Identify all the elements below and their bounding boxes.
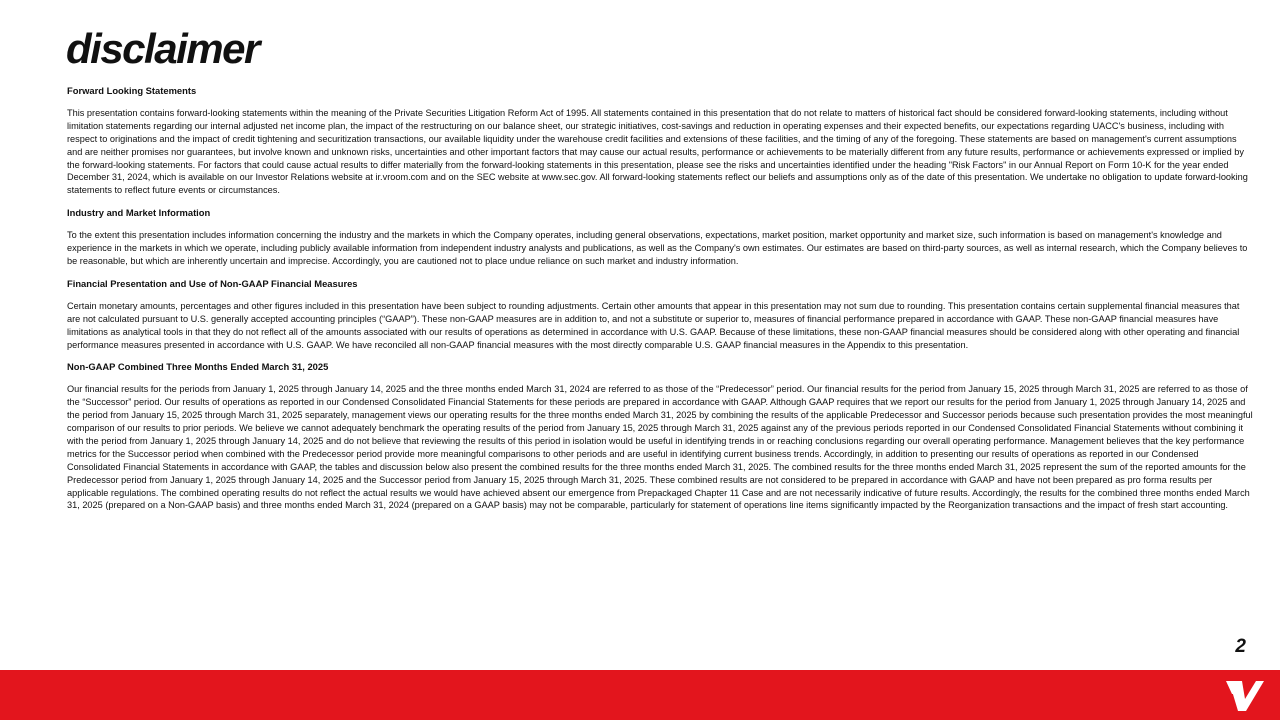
section-non-gaap-combined bbox=[67, 361, 1253, 512]
section-body: This presentation contains forward-looking statements within the meaning of the Private Securities Litigation Reform Act of 1995. All statements contained in this presentation that do not relate to matters of historical fact should be considered forward-looking statements, including without limitation statements regarding our internal adjusted net income plan, the impact of the restructuring on our balance sheet, our strategic initiatives, cost-savings and reduction in operating expenses and their expected benefits, our expectations regarding UACC's business, including with respect to originations and the impact of credit tightening and securitization transactions, our available liquidity under the warehouse credit facilities and extensions of these facilities, and the timing of any of the foregoing. These statements are based on management's current assumptions and are neither promises nor guarantees, but involve known and unknown risks, uncertainties and other important factors that may cause our actual results, performance or achievements to be materially different from any future results, performance or achievements expressed or implied by the forward-looking statements. For factors that could cause actual results to differ materially from the forward-looking statements in this presentation, please see the risks and uncertainties identified under the heading "Risk Factors" in our Annual Report on Form 10-K for the year ended December 31, 2024, which is available on our Investor Relations website at ir.vroom.com and on the SEC website at www.sec.gov. All forward-looking statements reflect our beliefs and assumptions only as of the date of this presentation. We undertake no obligation to update forward-looking statements to reflect future events or circumstances. bbox=[67, 107, 1248, 196]
section-heading: Financial Presentation and Use of Non-GAAP Financial Measures bbox=[67, 277, 358, 289]
section-body: Certain monetary amounts, percentages and other figures included in this presentation have been subject to rounding adjustments. Certain other amounts that appear in this presentation may not sum due to rounding. This presentation contains certain supplemental financial measures that are not calculated pursuant to U.S. generally accepted accounting principles (“GAAP”). These non-GAAP measures are in addition to, and not a substitute or superior to, measures of financial performance prepared in accordance with GAAP. These non-GAAP financial measures have limitations as analytical tools in that they do not reflect all of the amounts associated with our results of operations as determined in accordance with U.S. GAAP. Because of these limitations, these non-GAAP financial measures should be considered along with other operating and financial performance measures presented in accordance with U.S. GAAP. We have reconciled all non-GAAP financial measures with the most directly comparable U.S. GAAP financial measures in the Appendix to this presentation. bbox=[67, 300, 1240, 350]
section-heading: Industry and Market Information bbox=[67, 207, 211, 219]
section-heading: Forward Looking Statements bbox=[67, 85, 197, 96]
section-body: Our financial results for the periods from January 1, 2025 through January 14, 2025 and the three months ended March 31, 2024 are referred to as those of the “Predecessor” period. Our financial results for the period from January 15, 2025 through March 31, 2025 are referred to as those of the “Successor” period. Our results of operations as reported in our Condensed Consolidated Financial Statements for these periods are prepared in accordance with GAAP. Although GAAP requires that we report our results for the period from January 1, 2025 through January 14, 2025 and the period from January 15, 2025 through March 31, 2025 separately, management views our operating results for the three months ended March 31, 2025 by combining the results of the applicable Predecessor and Successor periods because such presentation provides the most meaningful comparison of our results to prior periods. We believe we cannot adequately benchmark the operating results of the period from January 15, 2025 through March 31, 2025 against any of the previous periods reported in our Condensed Consolidated Financial Statements without combining it with the period from January 1, 2025 through January 14, 2025 and do not believe that reviewing the results of this period in isolation would be useful in identifying trends in or reaching conclusions regarding our overall operating performance. Management believes that the key performance metrics for the Successor period when combined with the Predecessor period provide more meaningful comparisons to other periods and are useful in identifying current business trends. Accordingly, in addition to presenting our results of operations as reported in our Condensed Consolidated Financial Statements in accordance with GAAP, the tables and discussion below also present the combined results for the three months ended March 31, 2025. The combined results for the three months ended March 31, 2025 represent the sum of the reported amounts for the Predecessor period from January 1, 2025 through January 14, 2025 and the Successor period from January 15, 2025 through March 31, 2025. These combined results are not considered to be prepared in accordance with GAAP and have not been prepared as pro forma results per applicable regulations. The combined operating results do not reflect the actual results we would have achieved absent our emergence from Prepackaged Chapter 11 Case and are not necessarily indicative of future results. Accordingly, the results for the combined three months ended March 31, 2025 (prepared on a Non-GAAP basis) and three months ended March 31, 2024 (prepared on a GAAP basis) may not be comparable, particularly for statement of operations line items significantly impacted by the Reorganization transactions and the impact of fresh start accounting. bbox=[67, 384, 1253, 511]
section-non-gaap-measures bbox=[67, 278, 1253, 352]
page-number: 2 bbox=[1235, 636, 1246, 657]
section-forward-looking bbox=[67, 85, 1253, 197]
vroom-v-logo-icon bbox=[1224, 678, 1266, 714]
section-heading: Non-GAAP Combined Three Months Ended March 31, 2025 bbox=[67, 361, 329, 373]
section-body: To the extent this presentation includes information concerning the industry and the markets in which the Company operates, including general observations, expectations, market position, market opportunity and market size, such information is based on management's knowledge and experience in the markets in which we operate, including publicly available information from independent industry analysts and publications, as well as the Company's own estimates. Our estimates are based on third-party sources, as well as internal research, which the Company believes to be reasonable, but which are inherently uncertain and imprecise. Accordingly, you are cautioned not to place undue reliance on such market and industry information. bbox=[67, 230, 1248, 266]
disclaimer-content bbox=[67, 85, 1253, 522]
page-title: disclaimer bbox=[66, 25, 259, 72]
section-industry-market bbox=[67, 207, 1253, 268]
footer-bar bbox=[0, 670, 1280, 720]
